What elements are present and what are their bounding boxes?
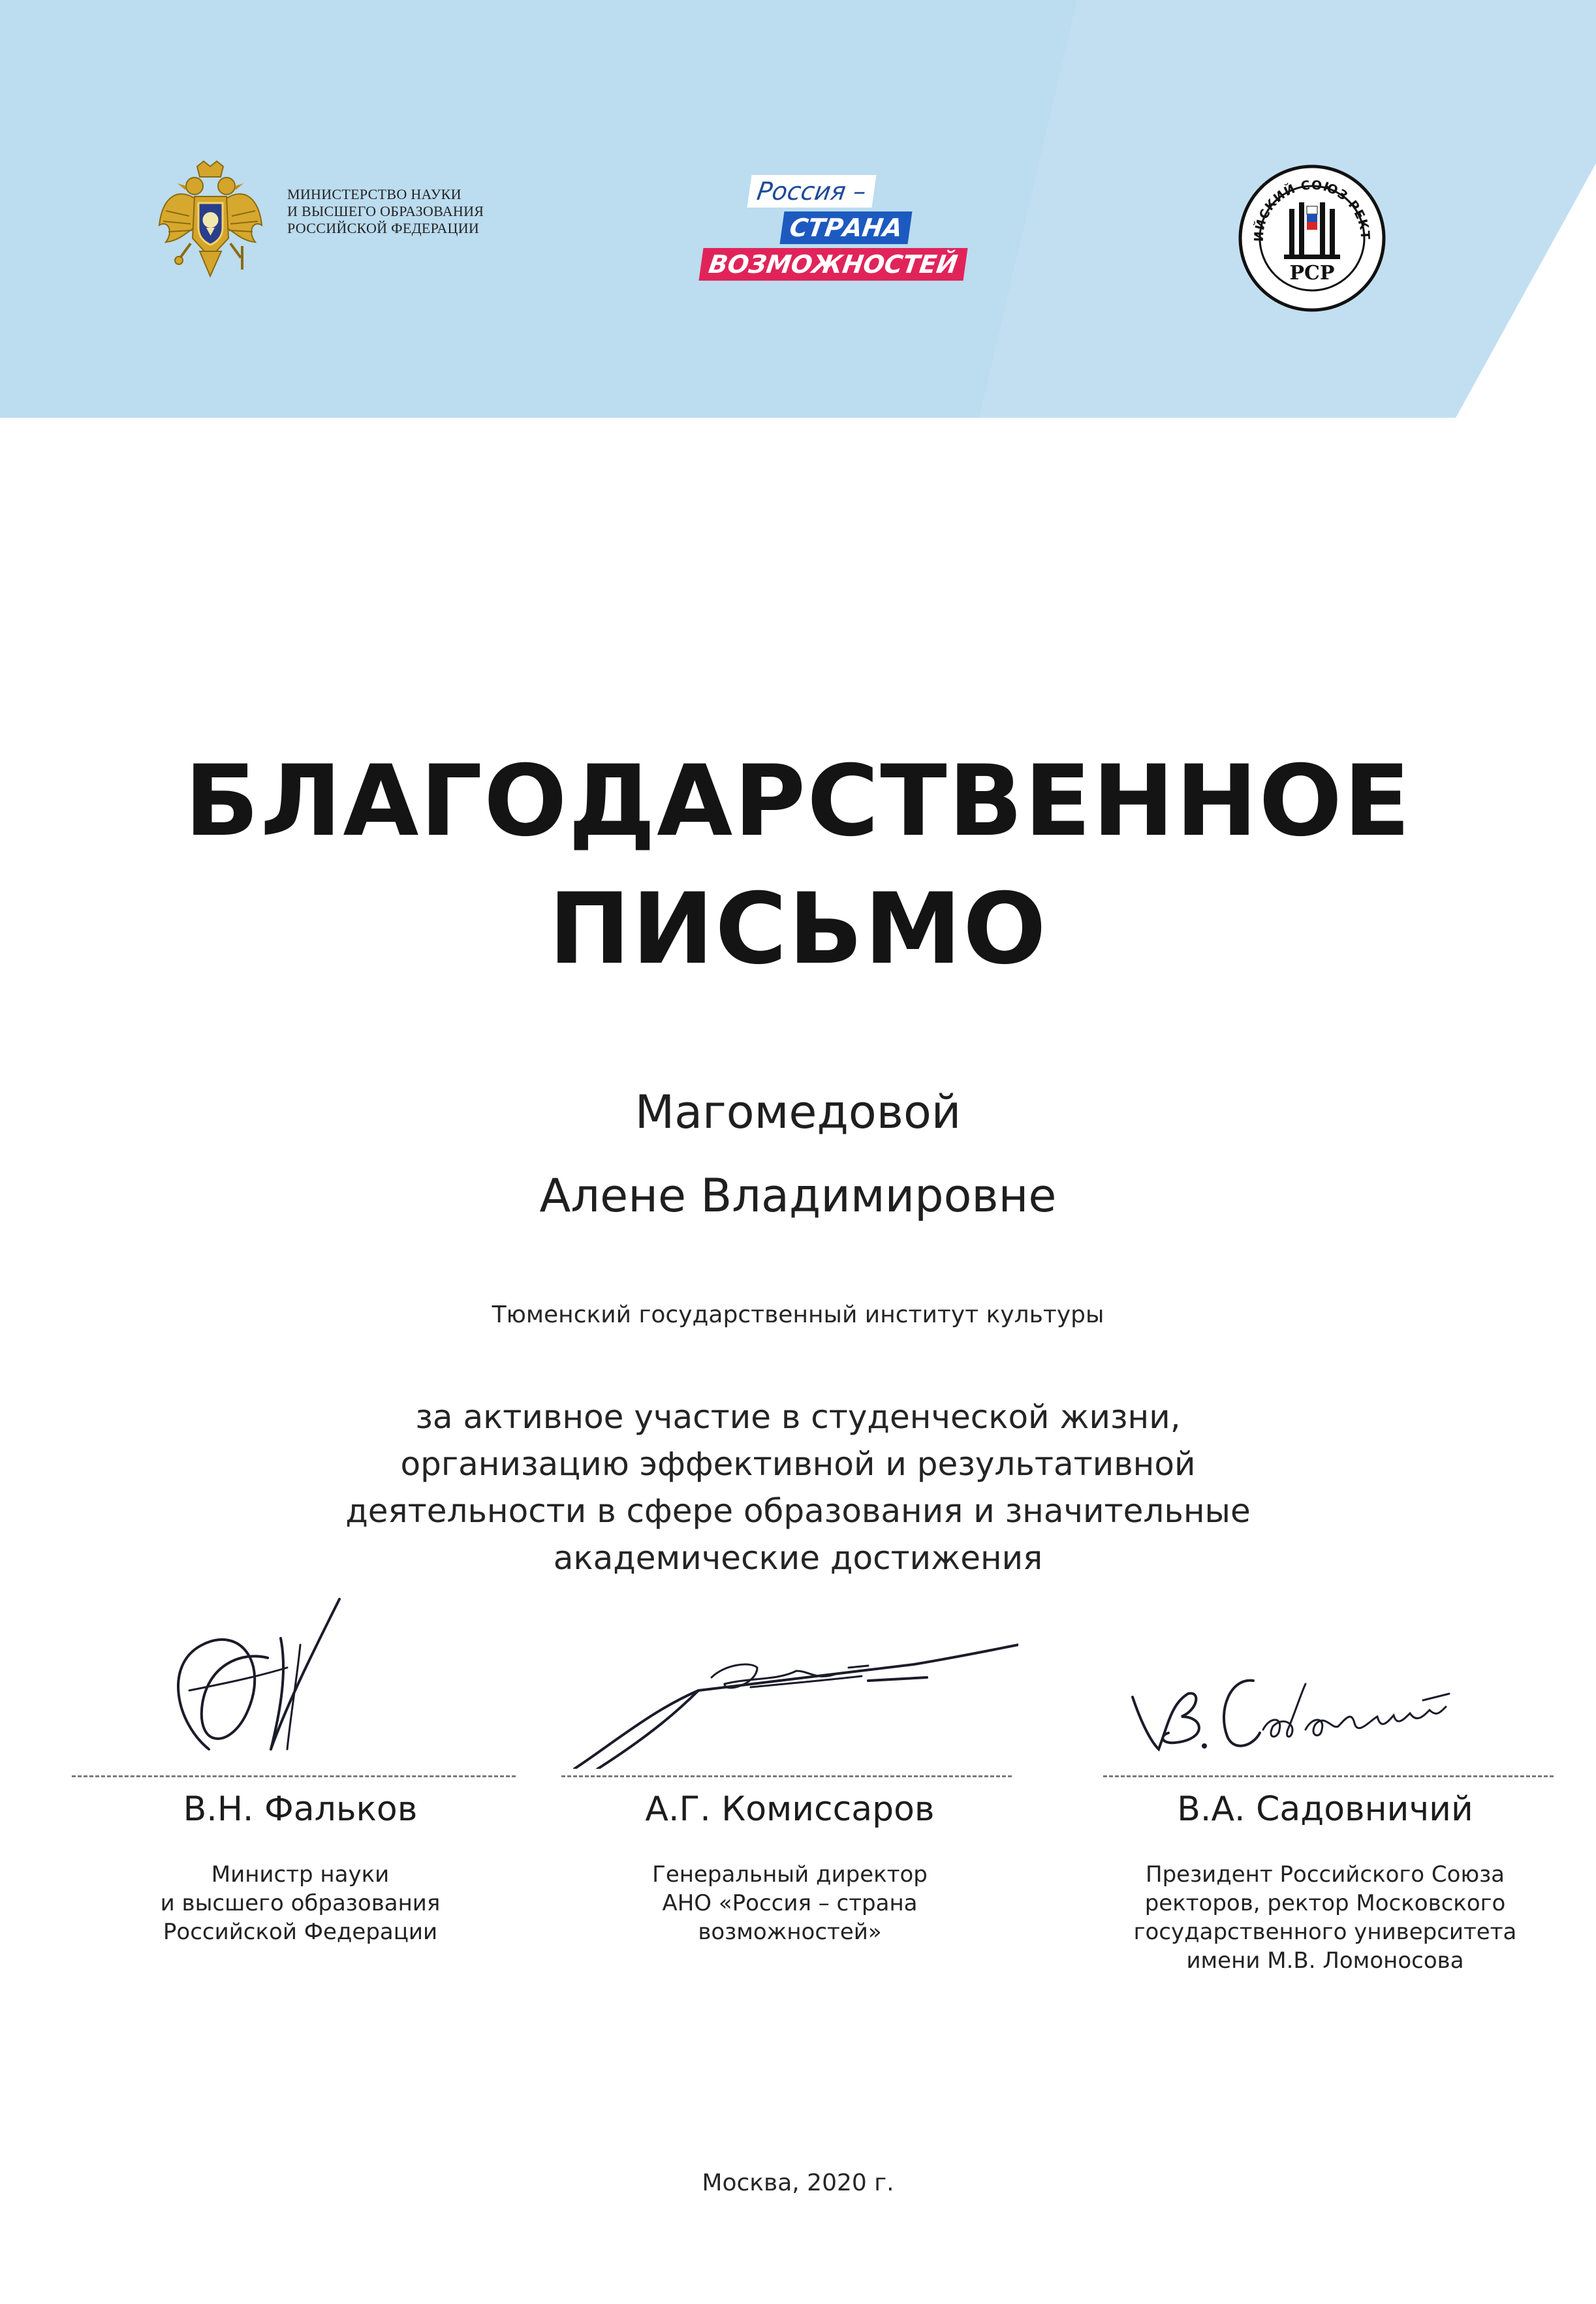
handwritten-signature-icon [72, 1553, 529, 1769]
signatory-position-line: Министр науки [211, 1861, 390, 1888]
place-and-date: Москва, 2020 г. [702, 2170, 894, 2196]
rsv-logo-line: Россия – [747, 175, 876, 208]
ministry-name [287, 186, 587, 237]
award-reason-line: академические достижения [553, 1539, 1043, 1577]
handwritten-signature-icon [1097, 1553, 1554, 1769]
svg-text:РОССИЙСКИЙ СОЮЗ РЕКТОРОВ: ИЙСКИЙ СОЮЗ РЕКТ [1251, 178, 1373, 242]
certificate-title [0, 738, 1596, 993]
signatory-position-line: и высшего образования [160, 1890, 441, 1916]
signature-line [561, 1775, 1012, 1777]
rsv-logo-line: СТРАНА [779, 211, 912, 244]
signatory-position-line: государственного университета [1133, 1919, 1517, 1945]
award-reason-line: за активное участие в студенческой жизни, [415, 1398, 1181, 1436]
signatory-name: В.А. Садовничий [1177, 1790, 1473, 1829]
signatory-falkov [72, 1553, 529, 2023]
signatory-position-line: возможностей» [698, 1919, 882, 1945]
double-headed-eagle-emblem-icon [157, 160, 264, 284]
signatory-position [72, 1860, 529, 1946]
signatory-sadovnichy [1097, 1553, 1554, 2023]
signatory-position-line: Российской Федерации [163, 1919, 438, 1945]
rsv-logo-line: ВОЗМОЖНОСТЕЙ [698, 248, 967, 281]
recipient-name [0, 1070, 1596, 1238]
signatory-position-line: Президент Российского Союза [1146, 1861, 1505, 1888]
ministry-name-line: И ВЫСШЕГО ОБРАЗОВАНИЯ [287, 203, 484, 219]
ministry-name-line: МИНИСТЕРСТВО НАУКИ [287, 186, 462, 202]
signature-line [72, 1775, 516, 1777]
institution-name: Тюменский государственный институт культуры [492, 1301, 1104, 1328]
ministry-logo [157, 160, 574, 284]
award-reason-line: деятельности в сфере образования и значительные [345, 1492, 1251, 1530]
signatory-position-line: АНО «Россия – страна [662, 1890, 918, 1916]
handwritten-signature-icon [561, 1553, 1018, 1769]
rsr-seal-icon [1237, 163, 1387, 313]
recipient-name-line: Магомедовой [634, 1085, 962, 1139]
signatory-position-line: Генеральный директор [652, 1861, 928, 1888]
ministry-name-line: РОССИЙСКОЙ ФЕДЕРАЦИИ [287, 220, 480, 236]
signatory-name: А.Г. Комиссаров [645, 1790, 935, 1829]
title-line: ПИСЬМО [548, 873, 1048, 986]
signatory-position-line: ректоров, ректор Московского [1144, 1890, 1506, 1916]
signatory-position [1097, 1860, 1554, 1975]
signatory-komissarov [561, 1553, 1018, 2023]
signature-line [1103, 1775, 1554, 1777]
award-reason-line: организацию эффективной и результативной [400, 1445, 1196, 1483]
signatory-name: В.Н. Фальков [183, 1790, 418, 1829]
title-line: БЛАГОДАРСТВЕННОЕ [184, 745, 1412, 858]
svg-text:РСР: РСР [1289, 262, 1335, 285]
russia-land-of-opportunity-logo [692, 175, 979, 289]
signatory-position [561, 1860, 1018, 1946]
signatory-position-line: имени М.В. Ломоносова [1186, 1948, 1464, 1974]
recipient-name-line: Алене Владимировне [539, 1169, 1057, 1222]
